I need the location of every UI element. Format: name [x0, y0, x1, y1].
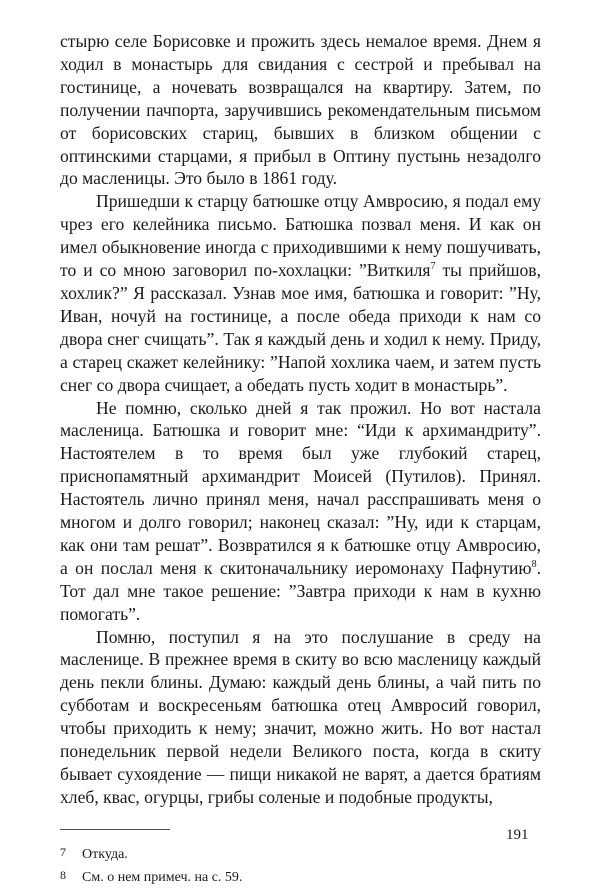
footnote-ref-8: 8	[531, 558, 537, 570]
footnote-number: 8	[60, 867, 66, 882]
footnote-7	[60, 842, 541, 865]
paragraph-2	[60, 190, 541, 396]
paragraph-3	[60, 397, 541, 626]
main-text	[60, 30, 541, 809]
footnote-8	[60, 865, 541, 888]
footnote-ref-7: 7	[430, 261, 436, 273]
text-run: стырю селе Борисовке и прожить здесь немалое время. Днем я ходил в монастырь для свидания с сестрой и пребывал на гостинице, а ночевать возвращался на квартиру. Затем, по получении пачпорта, заручившись рекомендательным письмом от борисовских стариц, бывших в близком общении с оптинскими старцами, я прибыл в Оптину пустынь незадолго до масленицы. Это было в 1861 году.	[60, 31, 541, 189]
footnote-text: Откуда.	[82, 846, 128, 862]
text-run: Не помню, сколько дней я так прожил. Но вот настала масленица. Батюшка и говорит мне: “Иди к архимандриту”. Настоятелем в то время был уже глубокий старец, приснопамятный архимандрит Моисей (Путилов). Принял. Настоятель лично принял меня, начал расспрашивать меня о многом и долго говорил; наконец сказал: ”Ну, иди к старцам, как они там решат”. Возвратился я к батюшке отцу Амвросию, а он послал меня к скитоначальнику иеромонаху Пафнутию	[60, 397, 541, 578]
text-run: Пришедши к старцу батюшке отцу Амвросию, я подал ему чрез его келейника письмо. Батюшка позвал меня. И как он имел обыкновение иногда с приходившими к нему пошучивать, то и со мною заговорил по-хохлацки: ”Виткиля	[60, 191, 541, 281]
paragraph-4	[60, 626, 541, 809]
text-run: . Тот дал мне такое решение: ”Завтра приходи к нам в кухню помогать”.	[60, 557, 541, 624]
text-run: Помню, поступил я на это послушание в среду на масленице. В прежнее время в скиту во всю масленицу каждый день пекли блины. Думаю: каждый день блины, а чай пить по субботам и воскресеньям батюшка отец Амвросий говорил, чтобы приходить к нему; значит, можно жить. Но вот настал понедельник первой недели Великого поста, когда в скиту бывает сухоядение — пищи никакой не варят, а дается братиям хлеб, квас, огурцы, грибы соленые и подобные продукты,	[60, 626, 541, 807]
paragraph-1	[60, 30, 541, 190]
page-number: 191	[506, 827, 529, 843]
page	[60, 30, 541, 888]
footnote-text: См. о нем примеч. на с. 59.	[82, 869, 243, 885]
footnote-number: 7	[60, 844, 66, 859]
footnote-divider	[60, 829, 170, 830]
text-run: ты прийшов, хохлик?” Я рассказал. Узнав мое имя, батюшка и говорит: ”Ну, Иван, ночуй на гостинице, а после обеда приходи к нам со двора снег счищать”. Так я каждый день и ходил к нему. Приду, а старец скажет келейнику: ”Напой хохлика чаем, и затем пусть снег со двора счищает, а обедать пусть ходит в монастырь”.	[60, 260, 541, 395]
